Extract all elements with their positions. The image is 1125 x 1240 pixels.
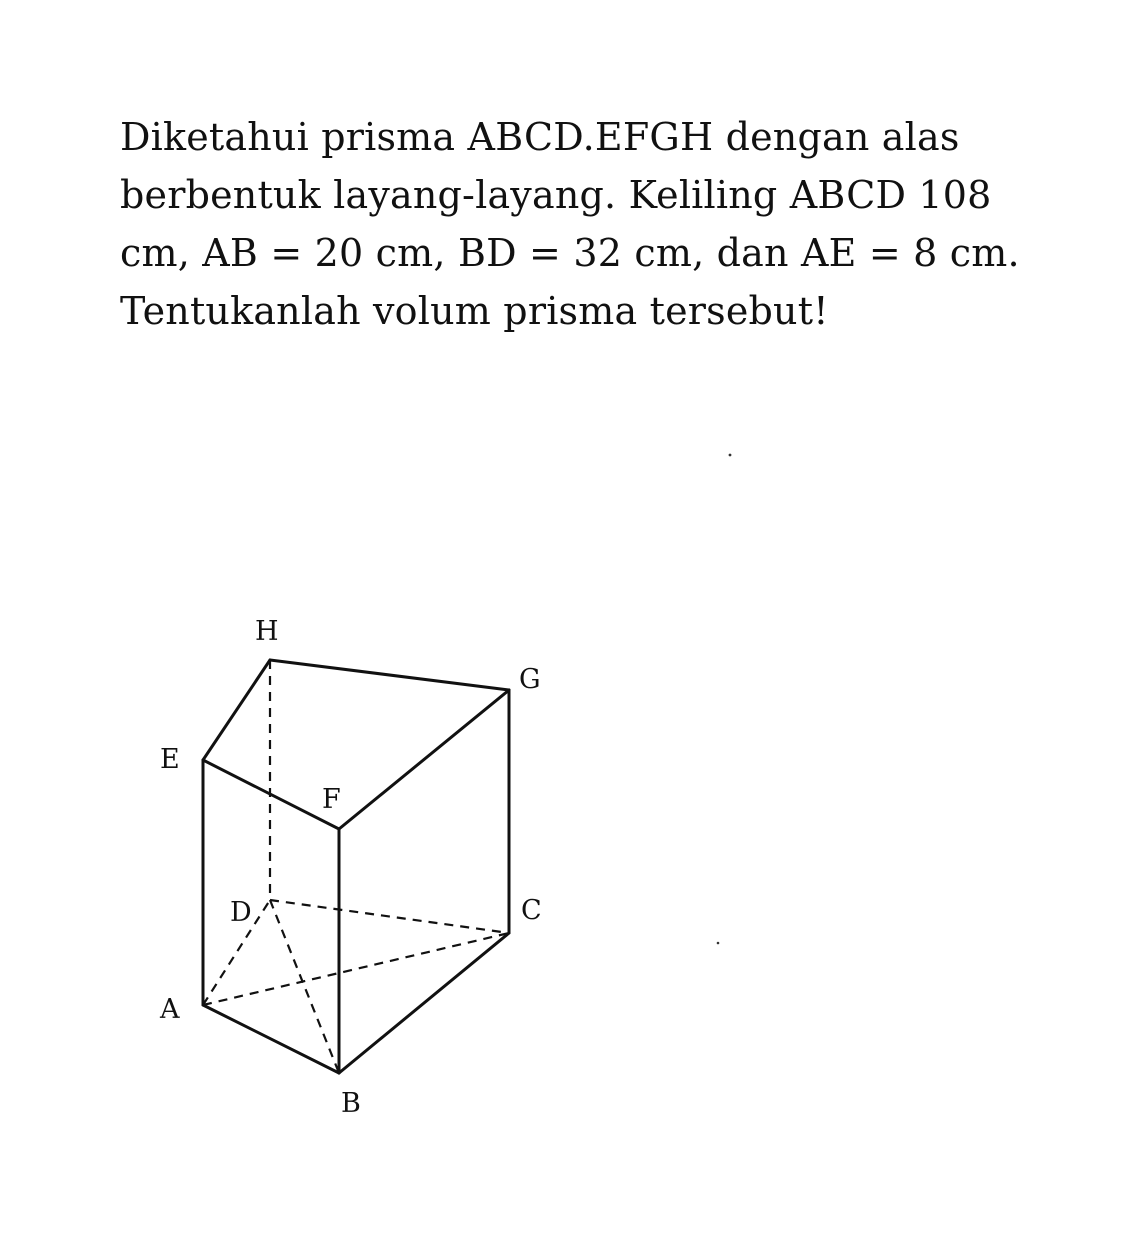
visible-edges xyxy=(203,660,509,1073)
vertex-label-a: A xyxy=(160,994,180,1025)
hidden-edges xyxy=(203,660,509,1073)
vertex-label-d: D xyxy=(230,897,252,928)
problem-line-2: berbentuk layang-layang. Keliling ABCD 108 xyxy=(120,173,992,217)
vertex-label-e: E xyxy=(160,744,180,775)
edge-fg xyxy=(339,690,509,829)
edge-dc xyxy=(270,900,509,933)
speck xyxy=(729,454,732,457)
vertex-label-c: C xyxy=(521,895,542,926)
vertex-label-f: F xyxy=(322,784,341,815)
problem-line-1: Diketahui prisma ABCD.EFGH dengan alas xyxy=(120,115,960,159)
edge-ab xyxy=(203,1005,339,1073)
problem-line-3: cm, AB = 20 cm, BD = 32 cm, dan AE = 8 cm. xyxy=(120,231,1020,275)
problem-line-4: Tentukanlah volum prisma tersebut! xyxy=(120,289,829,333)
edge-he xyxy=(203,660,270,760)
scan-specks xyxy=(717,454,732,945)
diagonal-bd xyxy=(270,900,339,1073)
vertex-label-g: G xyxy=(519,664,541,695)
vertex-label-b: B xyxy=(341,1088,361,1119)
vertex-labels xyxy=(159,616,542,1119)
vertex-label-h: H xyxy=(255,616,279,647)
speck xyxy=(717,942,720,945)
edge-gh xyxy=(270,660,509,690)
edge-ef xyxy=(203,760,339,829)
